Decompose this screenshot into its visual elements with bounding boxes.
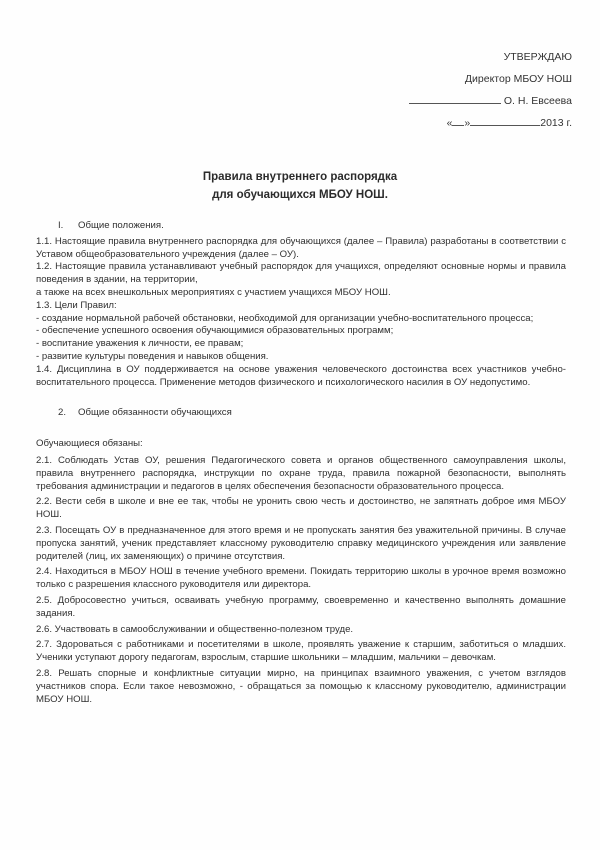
goal-item-3: - воспитание уважения к личности, ее правам; [36, 338, 244, 350]
approval-date-line [380, 112, 572, 134]
approval-date-year: 2013 г. [540, 117, 572, 129]
paragraph-1-4: 1.4. Дисциплина в ОУ поддерживается на основе уважения человеческого достоинства всех участников учебно-воспитательного процесса. Применение методов физического и психологического насилия в ОУ недопустимо. [36, 363, 566, 388]
section-2-title: Общие обязанности обучающихся [78, 407, 232, 419]
signature-blank [409, 93, 501, 104]
title-line-1: Правила внутреннего распорядка [202, 171, 398, 183]
section-1-heading [36, 220, 566, 233]
approval-signature-line [380, 90, 572, 112]
date-quote-open: « [446, 117, 453, 129]
section-2-number: 2. [58, 407, 67, 419]
section-1-number: I. [58, 220, 64, 231]
paragraph-2-7: 2.7. Здороваться с работниками и посетителями в школе, проявлять уважение к старшим, заботиться о младших. Ученики уступают дорогу педагогам, взрослым, старшие школьники – младшим, мальчики – девочкам. [36, 639, 566, 664]
paragraph-1-2-cont: а также на всех внешкольных мероприятиях с участием учащихся МБОУ НОШ. [36, 286, 391, 298]
paragraph-2-4: 2.4. Находиться в МБОУ НОШ в течение учебного времени. Покидать территорию школы в урочное время возможно только с разрешения классного руководителя или директора. [36, 566, 566, 591]
paragraph-2-6: 2.6. Участвовать в самообслуживании и общественно-полезном труде. [36, 623, 354, 635]
approval-title: УТВЕРЖДАЮ [503, 51, 572, 63]
paragraph-2-1: 2.1. Соблюдать Устав ОУ, решения Педагогического совета и органов общественного самоуправления школы, правила внутреннего распорядка, инструкции по охране труда, правила пожарной безопасности, выполнять требования администрации и педагогов в целях обеспечения безопасности образовательного процесса. [36, 454, 566, 492]
date-month-blank [470, 115, 540, 126]
paragraph-1-2: 1.2. Настоящие правила устанавливают учебный распорядок для учащихся, определяют основные нормы и правила поведения в здании, на территории, [36, 261, 566, 286]
date-quote-close: » [464, 117, 471, 129]
paragraph-2-3: 2.3. Посещать ОУ в предназначенное для этого время и не пропускать занятия без уважительной причины. В случае пропуска занятий, ученик представляет классному руководителю справку медицинского учреждения или заявление родителей (лиц, их заменяющих) о причине отсутствия. [36, 524, 566, 562]
section-2-heading [36, 407, 566, 420]
title-line-2: для обучающихся МБОУ НОШ. [212, 189, 388, 201]
approval-signature-name: О. Н. Евсеева [503, 95, 572, 107]
paragraph-2-5: 2.5. Добросовестно учиться, осваивать учебную программу, своевременно и качественно выполнять домашние задания. [36, 594, 566, 619]
section-2-subheading: Обучающиеся обязаны: [36, 438, 143, 450]
goal-item-1: - создание нормальной рабочей обстановки, необходимой для организации учебно-воспитательного процесса; [36, 312, 534, 324]
approval-position: Директор МБОУ НОШ [464, 73, 572, 85]
document-body [36, 220, 566, 706]
section-1-title: Общие положения. [78, 220, 164, 231]
paragraph-2-2: 2.2. Вести себя в школе и вне ее так, чтобы не уронить свою честь и достоинство, не запятнать доброе имя МБОУ НОШ. [36, 496, 566, 521]
paragraph-1-3: 1.3. Цели Правил: [36, 299, 117, 311]
approval-block [380, 46, 572, 134]
goal-item-4: - развитие культуры поведения и навыков общения. [36, 350, 269, 362]
date-day-blank [452, 115, 464, 126]
document-title [0, 168, 600, 204]
goal-item-2: - обеспечение успешного освоения обучающимися образовательных программ; [36, 325, 394, 337]
paragraph-1-1: 1.1. Настоящие правила внутреннего распорядка для обучающихся (далее – Правила) разработаны в соответствии с Уставом общеобразовательного учреждения (далее – ОУ). [36, 235, 566, 260]
paragraph-2-8: 2.8. Решать спорные и конфликтные ситуации мирно, на принципах взаимного уважения, с учетом взглядов участников спора. Если такое невозможно, - обращаться за помощью к классному руководителю, администрации МБОУ НОШ. [36, 667, 566, 705]
